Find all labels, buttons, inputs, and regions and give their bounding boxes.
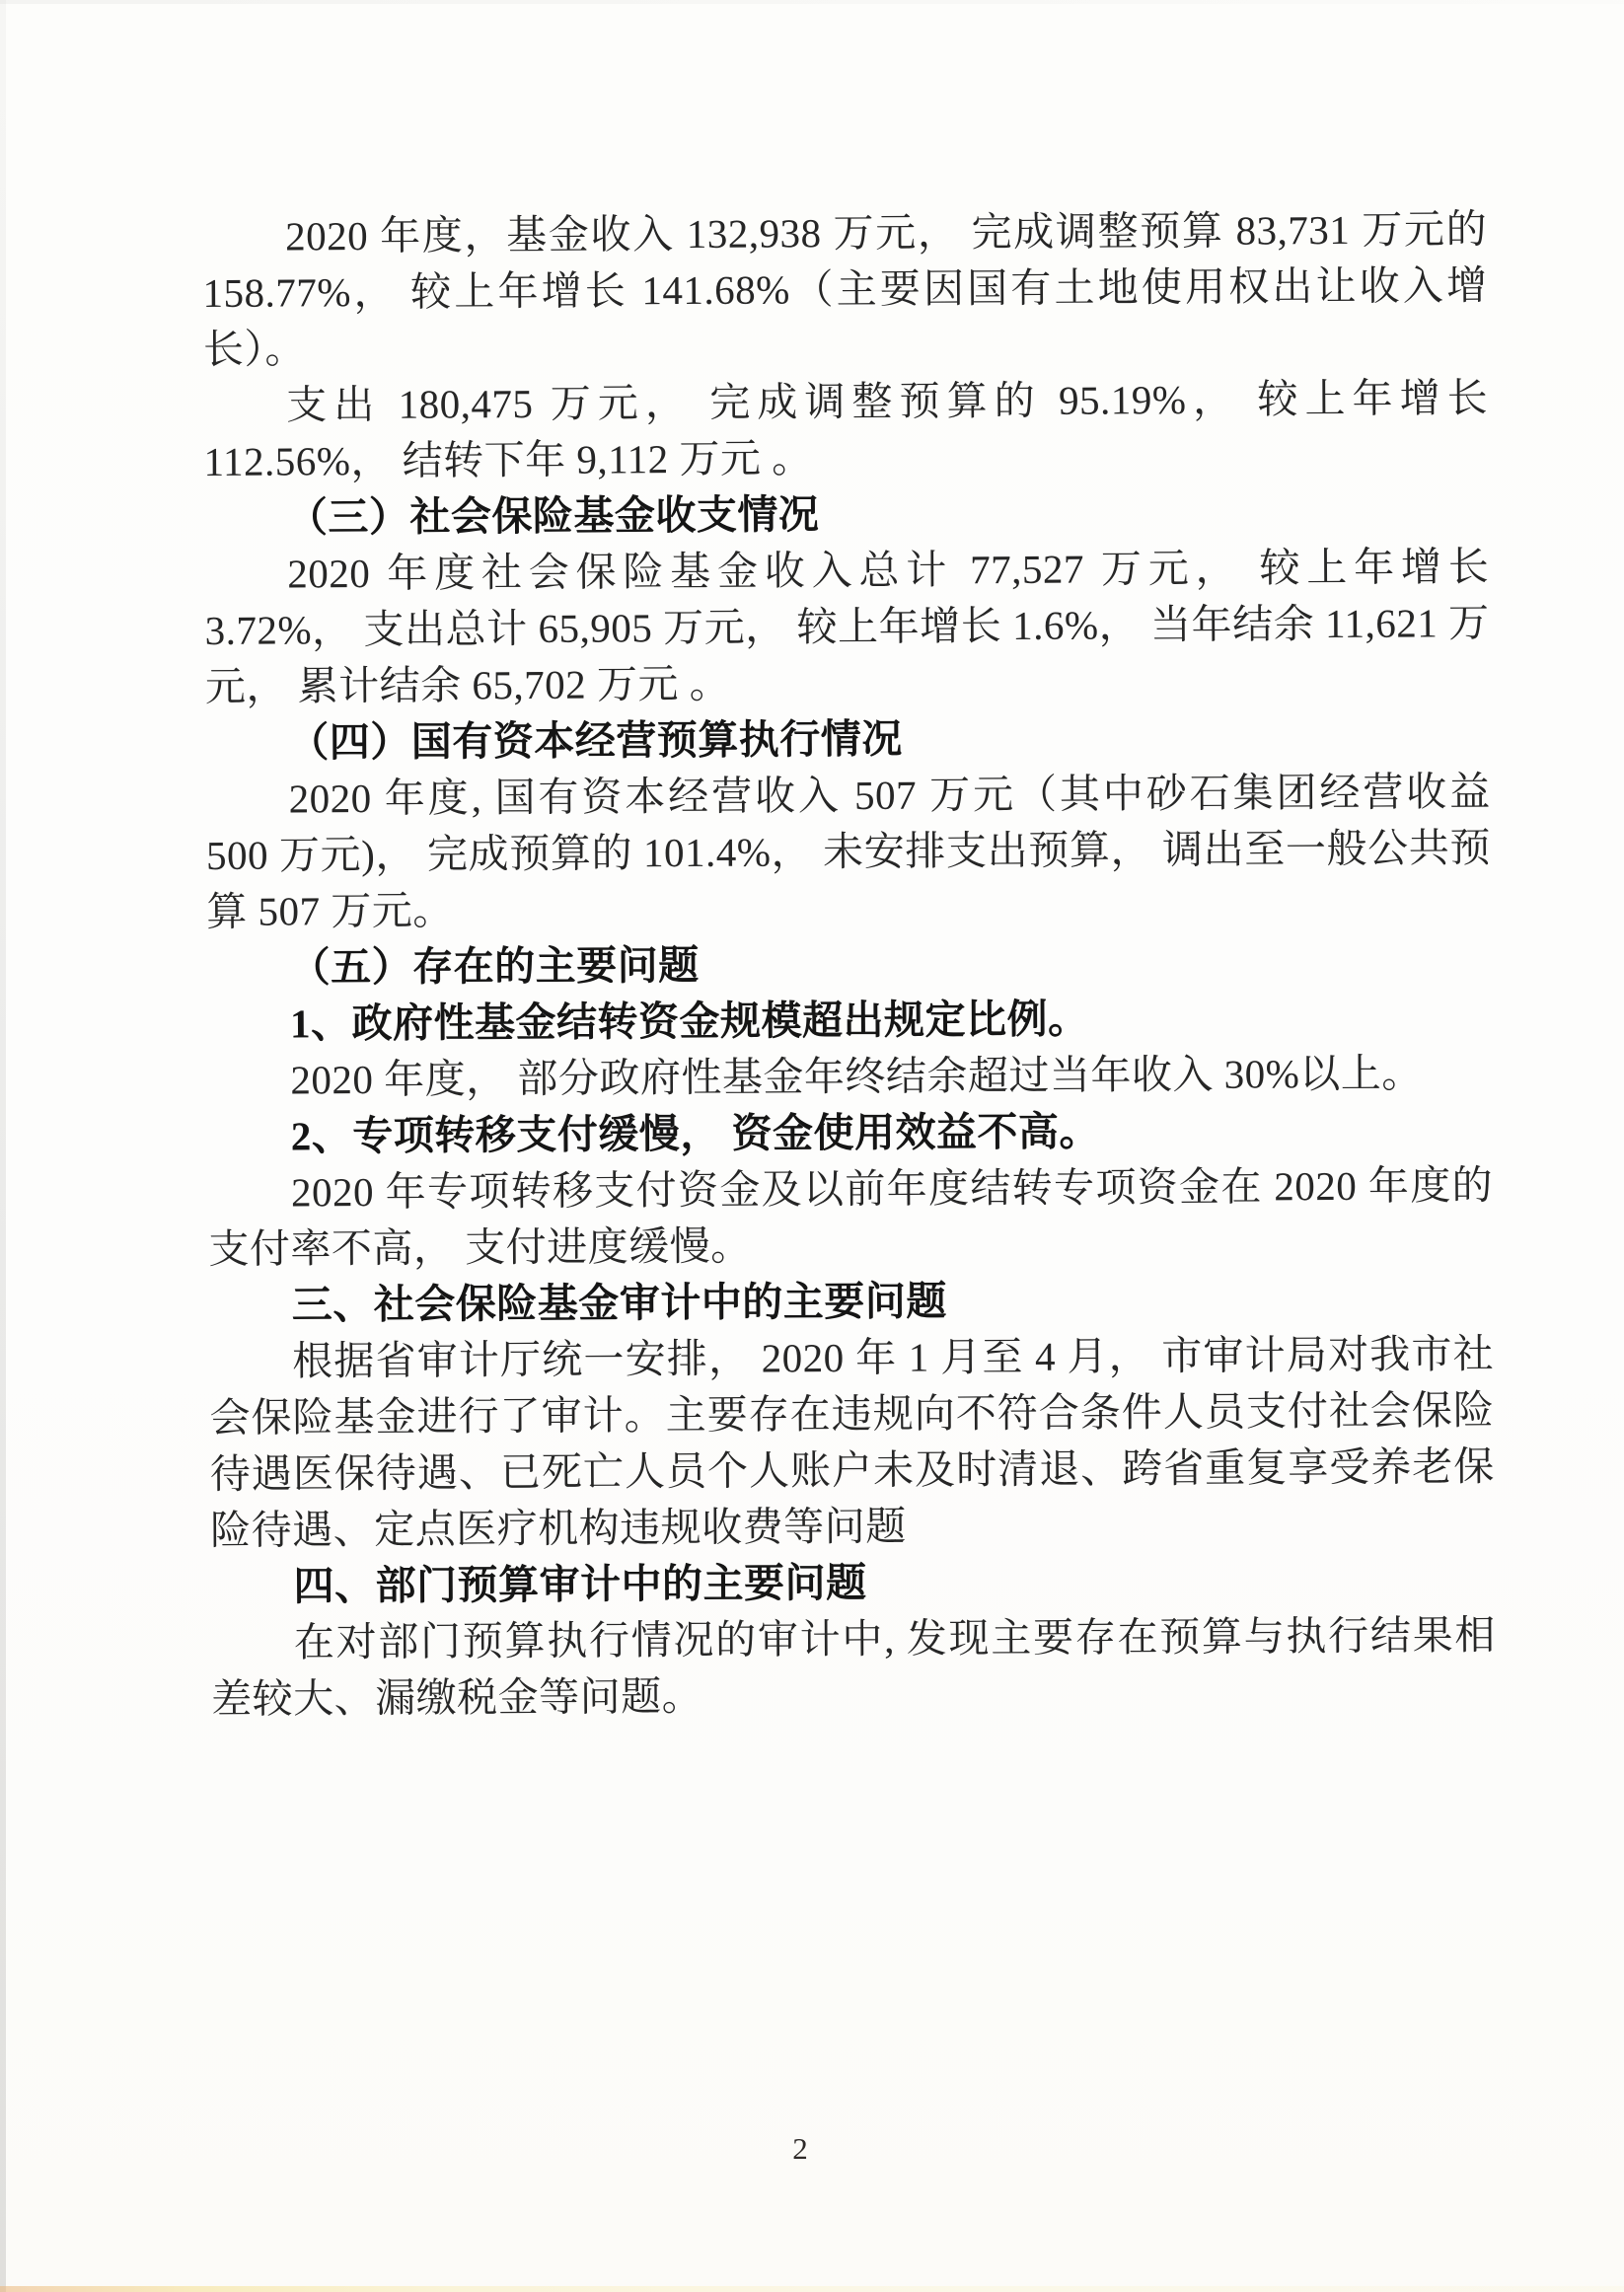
heading-section-5-main-problems: （五）存在的主要问题 bbox=[289, 941, 700, 991]
paragraph-govfund-expenditure: 支出 180,475 万元， 完成调整预算的 95.19%， 较上年增长 112.56%， 结转下年 9,112 万元 。 bbox=[203, 375, 1489, 484]
heading-section-3-social-insurance-fund: （三）社会保险基金收支情况 bbox=[286, 491, 820, 541]
paragraph-social-insurance-stats: 2020 年度社会保险基金收入总计 77,527 万元， 较上年增长 3.72%， 支出总计 65,905 万元， 较上年增长 1.6%， 当年结余 11,621 万元， 累计结余 65,702 万元 。 bbox=[204, 544, 1490, 709]
document-body bbox=[202, 201, 1496, 1728]
paragraph-department-budget-audit-detail: 在对部门预算执行情况的审计中, 发现主要存在预算与执行结果相差较大、漏缴税金等问题。 bbox=[211, 1612, 1496, 1722]
scan-artifact-strip bbox=[0, 2286, 1624, 2292]
paragraph-state-capital-stats: 2020 年度, 国有资本经营收入 507 万元（其中砂石集团经营收益 500 万元)， 完成预算的 101.4%， 未安排支出预算， 调出至一般公共预算 507 万元。 bbox=[205, 769, 1492, 934]
heading-part-3-social-insurance-audit-issues: 三、社会保险基金审计中的主要问题 bbox=[291, 1278, 947, 1328]
paragraph-problem-1-detail: 2020 年度， 部分政府性基金年终结余超过当年收入 30%以上。 bbox=[290, 1050, 1423, 1103]
page-number: 2 bbox=[792, 2131, 808, 2166]
paragraph-social-insurance-audit-detail: 根据省审计厅统一安排， 2020 年 1 月至 4 月， 市审计局对我市社会保险基金进行了审计。主要存在违规向不符合条件人员支付社会保险待遇医保待遇、已死亡人员个人账户未及时清退、跨省重复享受养老保险待遇、定点医疗机构违规收费等问题 bbox=[209, 1331, 1495, 1553]
paragraph-problem-2-detail: 2020 年专项转移支付资金及以前年度结转专项资金在 2020 年度的支付率不高， 支付进度缓慢。 bbox=[208, 1162, 1494, 1272]
paragraph-govfund-revenue: 2020 年度，基金收入 132,938 万元， 完成调整预算 83,731 万元的 158.77%， 较上年增长 141.68%（主要因国有土地使用权出让收入增长）。 bbox=[202, 206, 1488, 372]
subheading-problem-2: 2、专项转移支付缓慢， 资金使用效益不高。 bbox=[290, 1108, 1101, 1159]
scan-edge-top bbox=[0, 0, 1624, 4]
heading-part-4-department-budget-audit-issues: 四、部门预算审计中的主要问题 bbox=[293, 1559, 867, 1609]
subheading-problem-1: 1、政府性基金结转资金规模超出规定比例。 bbox=[289, 996, 1089, 1047]
scan-edge-left bbox=[0, 0, 6, 2292]
heading-section-4-state-capital-budget: （四）国有资本经营预算执行情况 bbox=[288, 715, 903, 766]
